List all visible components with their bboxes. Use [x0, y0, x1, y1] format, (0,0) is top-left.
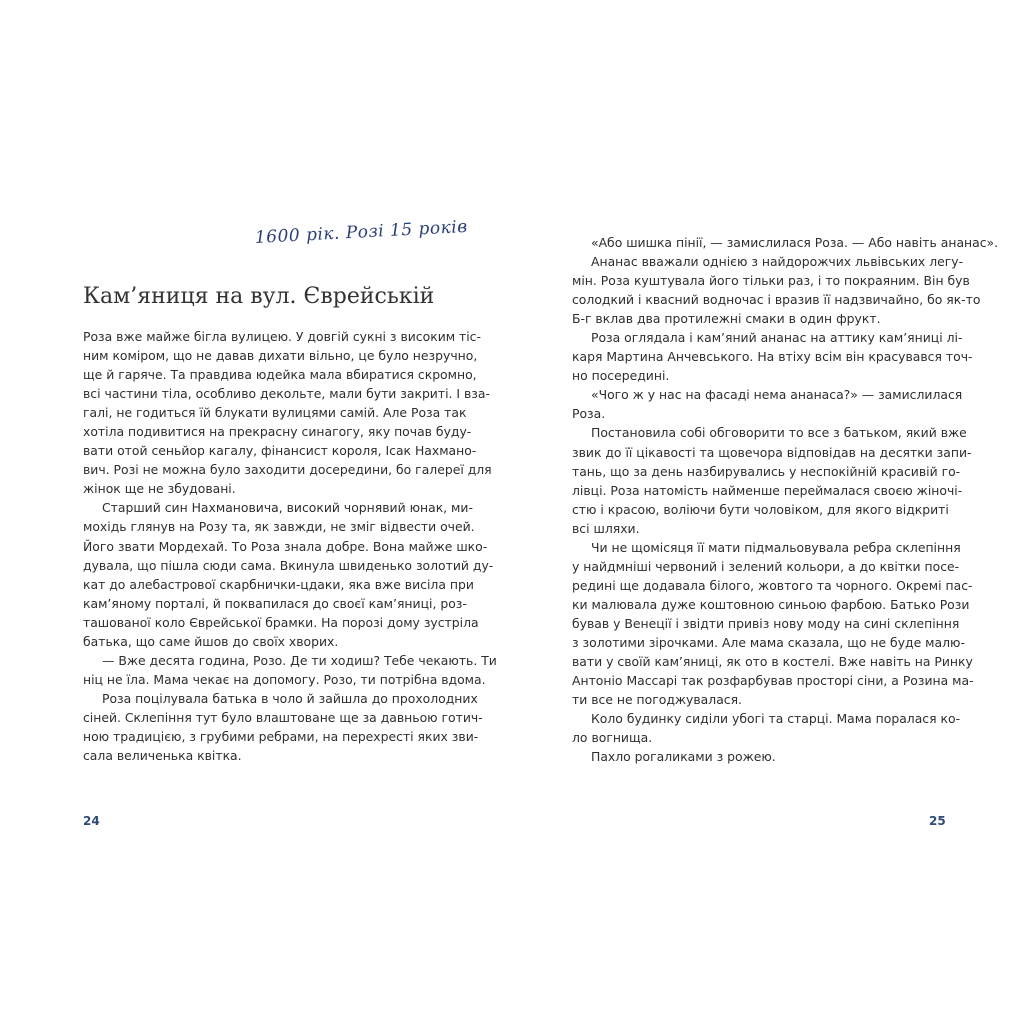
- text-line: «Чого ж у нас на фасаді нема ананаса?» — замислилася: [591, 387, 963, 403]
- text-line: Коло будинку сиділи убогі та старці. Мама поралася ко-: [591, 711, 961, 727]
- text-line: вич. Розі не можна було заходити досередини, бо галереї для: [83, 462, 492, 478]
- text-line: Ананас вважали однією з найдорожчих львівських легу-: [591, 254, 964, 270]
- chapter-title: Кам’яниця на вул. Єврейській: [83, 284, 435, 309]
- text-line: Пахло рогаликами з рожею.: [591, 749, 776, 765]
- text-line: «Або шишка пінії, — замислилася Роза. — Або навіть ананас».: [591, 235, 999, 250]
- handwritten-note: 1600 рік. Розі 15 років: [254, 216, 469, 248]
- text-line: ним коміром, що не давав дихати вільно, це було незручно,: [83, 348, 478, 364]
- text-line: ки малювала дуже коштовною синьою фарбою. Батько Рози: [572, 596, 970, 612]
- text-line: батька, що саме йшов до своїх хворих.: [83, 633, 339, 649]
- text-line: всі частини тіла, особливо декольте, мали бути закриті. І вза-: [83, 386, 490, 402]
- text-line: вати у своїй кам’яниці, як ото в костелі. Вже навіть на Ринку: [572, 654, 973, 670]
- text-line: кат до алебастрової скарбнички-цдаки, яка вже висіла при: [83, 576, 474, 592]
- text-line: ти все не погоджувалася.: [572, 692, 742, 708]
- text-line: тань, що за день назбирувались у неспокійній красивій го-: [572, 463, 961, 479]
- text-line: бував у Венеції і звідти привіз нову моду на сині склепіння: [572, 615, 960, 631]
- text-line: солодкий і квасний водночас і вразив її надзвичайно, бо як-то: [572, 292, 981, 308]
- text-line: Роза поцілувала батька в чоло й зайшла до прохолодних: [102, 690, 478, 706]
- text-line: Роза вже майже бігла вулицею. У довгій сукні з високим тіс-: [83, 329, 481, 344]
- text-line: Роза оглядала і кам’яний ананас на аттику кам’яниці лі-: [591, 330, 963, 346]
- text-line: з золотими зірочками. Але мама сказала, що не буде малю-: [572, 634, 965, 650]
- text-line: ташованої коло Єврейської брамки. На порозі дому зустріла: [83, 614, 479, 630]
- text-line: но посередині.: [572, 368, 670, 384]
- text-line: каря Мартина Анчевського. На втіху всім він красувався точ-: [572, 349, 973, 365]
- text-line: лівці. Роза натомість найменше переймалася своєю жіночі-: [572, 482, 963, 498]
- text-line: редині ще додавала білого, жовтого та чорного. Окремі пас-: [572, 577, 973, 593]
- text-line: кам’яному порталі, й поквапилася до своєї кам’яниці, роз-: [83, 595, 467, 611]
- text-line: стю і красою, воліючи бути чоловіком, для якого відкриті: [572, 501, 949, 517]
- text-line: ще й гаряче. Та правдива юдейка мала вбиратися скромно,: [83, 367, 477, 383]
- text-line: Його звати Мордехай. То Роза знала добре. Вона майже шко-: [83, 538, 488, 554]
- text-line: жінок ще не збудовані.: [83, 481, 236, 497]
- text-line: — Вже десята година, Розо. Де ти ходиш? Тебе чекають. Ти: [102, 652, 497, 668]
- text-line: ло вогнища.: [572, 730, 653, 746]
- text-line: сіней. Склепіння тут було влаштоване ще за давньою готич-: [83, 709, 483, 725]
- text-line: сала величенька квітка.: [83, 748, 242, 764]
- page-number: 25: [929, 814, 946, 828]
- text-line: Постановила собі обговорити то все з батьком, який вже: [591, 425, 967, 441]
- text-line: мохідь глянув на Розу та, як завжди, не зміг відвести очей.: [83, 519, 475, 535]
- page-number: 24: [83, 814, 100, 828]
- text-line: всі шляхи.: [572, 520, 640, 536]
- text-line: Роза.: [572, 406, 606, 422]
- text-line: Б-г вклав два протилежні смаки в один фрукт.: [572, 311, 881, 327]
- text-line: мін. Роза куштувала його тільки раз, і то покраяним. Він був: [572, 273, 970, 289]
- text-line: ною традицією, з грубими ребрами, на перехресті яких зви-: [83, 728, 479, 744]
- text-line: вати отой сеньйор кагалу, фінансист короля, Ісак Нахмано-: [83, 443, 477, 459]
- text-line: Старший син Нахмановича, високий чорнявий юнак, ми-: [102, 500, 473, 516]
- text-line: хотіла подивитися на прекрасну синагогу, яку почав буду-: [83, 424, 472, 440]
- text-line: звик до її цікавості та щовечора відповідав на десятки запи-: [572, 444, 972, 460]
- right-body-text: [572, 233, 999, 766]
- text-line: Антоніо Массарі так розфарбував просторі сіни, а Розина ма-: [572, 673, 974, 689]
- text-line: ніц не їла. Мама чекає на допомогу. Розо, ти потрібна вдома.: [83, 671, 486, 687]
- text-line: дувала, що пішла сюди сама. Вкинула швиденько золотий ду-: [83, 557, 494, 573]
- text-line: Чи не щомісяця її мати підмальовувала ребра склепіння: [591, 539, 961, 555]
- text-line: у найдмніші червоний і зелений кольори, а до квітки посе-: [572, 558, 960, 574]
- text-line: галі, не годиться їй блукати вулицями самій. Але Роза так: [83, 405, 467, 421]
